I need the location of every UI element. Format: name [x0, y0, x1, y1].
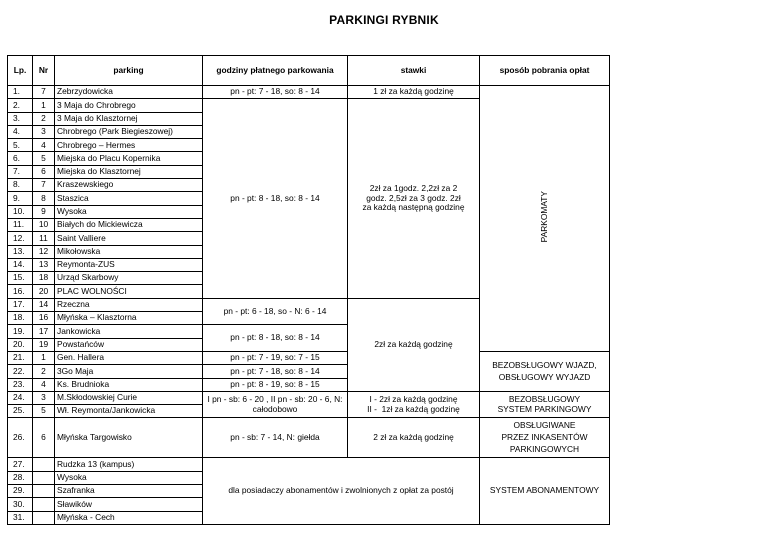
row-parking: Saint Valliere	[55, 232, 203, 245]
row-lp: 5.	[8, 139, 33, 152]
row-nr	[33, 511, 55, 524]
row-nr: 5	[33, 152, 55, 165]
header-parking: parking	[55, 56, 203, 86]
row-lp: 30.	[8, 498, 33, 511]
row-nr: 8	[33, 192, 55, 205]
row-parking: PLAC WOLNOŚCI	[55, 285, 203, 298]
hours-cell: pn - pt: 7 - 19, so: 7 - 15	[203, 351, 348, 364]
row-parking: Szafranka	[55, 485, 203, 498]
row-lp: 16.	[8, 285, 33, 298]
row-parking: Ks. Brudnioka	[55, 378, 203, 391]
row-lp: 17.	[8, 298, 33, 311]
row-nr: 5	[33, 405, 55, 418]
header-stawki: stawki	[348, 56, 480, 86]
row-parking: Zebrzydowicka	[55, 86, 203, 99]
row-nr: 1	[33, 351, 55, 364]
row-nr: 3	[33, 391, 55, 404]
row-nr	[33, 471, 55, 484]
row-lp: 18.	[8, 312, 33, 325]
method-cell: BEZOBSŁUGOWY SYSTEM PARKINGOWY	[480, 391, 610, 418]
row-lp: 11.	[8, 218, 33, 231]
row-nr: 3	[33, 125, 55, 138]
row-nr: 20	[33, 285, 55, 298]
row-nr	[33, 498, 55, 511]
row-parking: Wł. Reymonta/Jankowicka	[55, 405, 203, 418]
row-parking: Staszica	[55, 192, 203, 205]
row-lp: 13.	[8, 245, 33, 258]
table-row	[8, 458, 610, 471]
table-row	[8, 418, 610, 458]
row-lp: 2.	[8, 99, 33, 112]
parking-table	[7, 55, 610, 525]
row-lp: 31.	[8, 511, 33, 524]
method-cell-parkomaty	[480, 86, 610, 352]
row-parking: Gen. Hallera	[55, 351, 203, 364]
hours-cell: dla posiadaczy abonamentów i zwolnionych z opłat za postój	[203, 458, 480, 524]
table-row	[8, 391, 610, 404]
row-nr: 12	[33, 245, 55, 258]
header-lp: Lp.	[8, 56, 33, 86]
row-lp: 14.	[8, 258, 33, 271]
row-lp: 29.	[8, 485, 33, 498]
row-parking: 3 Maja do Klasztornej	[55, 112, 203, 125]
row-parking: Młyńska - Cech	[55, 511, 203, 524]
row-nr: 10	[33, 218, 55, 231]
rate-cell: 2zł za każdą godzinę	[348, 298, 480, 391]
row-parking: Jankowicka	[55, 325, 203, 338]
row-nr: 9	[33, 205, 55, 218]
row-nr	[33, 485, 55, 498]
row-nr: 4	[33, 139, 55, 152]
rate-cell: 2zł za 1godz. 2,2zł za 2 godz. 2,5zł za 3 godz. 2zł za każdą następną godzinę	[348, 99, 480, 298]
row-nr: 7	[33, 179, 55, 192]
row-lp: 22.	[8, 365, 33, 378]
row-lp: 3.	[8, 112, 33, 125]
hours-cell: pn - pt: 6 - 18, so - N: 6 - 14	[203, 298, 348, 325]
row-nr: 13	[33, 258, 55, 271]
hours-cell: pn - sb: 7 - 14, N: giełda	[203, 418, 348, 458]
row-nr: 19	[33, 338, 55, 351]
row-nr: 2	[33, 365, 55, 378]
method-cell: SYSTEM ABONAMENTOWY	[480, 458, 610, 524]
row-parking: Młyńska Targowisko	[55, 418, 203, 458]
row-parking: Wysoka	[55, 471, 203, 484]
row-nr: 14	[33, 298, 55, 311]
row-lp: 24.	[8, 391, 33, 404]
row-parking: Młyńska – Klasztorna	[55, 312, 203, 325]
row-nr: 17	[33, 325, 55, 338]
row-lp: 4.	[8, 125, 33, 138]
row-nr: 6	[33, 418, 55, 458]
row-parking: Wysoka	[55, 205, 203, 218]
row-lp: 10.	[8, 205, 33, 218]
rate-cell: I - 2zł za każdą godzinę II - 1zł za każdą godzinę	[348, 391, 480, 418]
row-parking: M.Skłodowskiej Curie	[55, 391, 203, 404]
row-nr: 16	[33, 312, 55, 325]
row-nr: 2	[33, 112, 55, 125]
row-parking: Sławików	[55, 498, 203, 511]
row-parking: Mikołowska	[55, 245, 203, 258]
hours-cell: pn - pt: 8 - 18, so: 8 - 14	[203, 325, 348, 352]
row-parking: Reymonta-ZUS	[55, 258, 203, 271]
row-lp: 12.	[8, 232, 33, 245]
header-nr: Nr	[33, 56, 55, 86]
row-nr: 11	[33, 232, 55, 245]
row-parking: Urząd Skarbowy	[55, 272, 203, 285]
row-nr: 4	[33, 378, 55, 391]
hours-cell: pn - pt: 7 - 18, so: 8 - 14	[203, 365, 348, 378]
row-parking: Chrobrego – Hermes	[55, 139, 203, 152]
row-parking: Rzeczna	[55, 298, 203, 311]
method-label: PARKOMATY	[538, 191, 549, 243]
header-sposob: sposób pobrania opłat	[480, 56, 610, 86]
page-title: PARKINGI RYBNIK	[329, 13, 439, 27]
row-parking: Miejska do Klasztornej	[55, 165, 203, 178]
hours-cell: pn - pt: 8 - 18, so: 8 - 14	[203, 99, 348, 298]
header-godziny: godziny płatnego parkowania	[203, 56, 348, 86]
row-lp: 28.	[8, 471, 33, 484]
row-parking: Chrobrego (Park Biegieszowej)	[55, 125, 203, 138]
row-nr: 6	[33, 165, 55, 178]
rate-cell: 2 zł za każdą godzinę	[348, 418, 480, 458]
row-parking: Miejska do Placu Kopernika	[55, 152, 203, 165]
row-nr: 18	[33, 272, 55, 285]
row-nr: 1	[33, 99, 55, 112]
hours-cell: I pn - sb: 6 - 20 , II pn - sb: 20 - 6, N: całodobowo	[203, 391, 348, 418]
table-row	[8, 351, 610, 364]
row-parking: 3 Maja do Chrobrego	[55, 99, 203, 112]
row-lp: 7.	[8, 165, 33, 178]
row-parking: Białych do Mickiewicza	[55, 218, 203, 231]
hours-cell: pn - pt: 8 - 19, so: 8 - 15	[203, 378, 348, 391]
table-row	[8, 86, 610, 99]
row-lp: 15.	[8, 272, 33, 285]
row-lp: 9.	[8, 192, 33, 205]
method-cell: OBSŁUGIWANE PRZEZ INKASENTÓW PARKINGOWYCH	[480, 418, 610, 458]
hours-cell: pn - pt: 7 - 18, so: 8 - 14	[203, 86, 348, 99]
row-lp: 6.	[8, 152, 33, 165]
row-nr: 7	[33, 86, 55, 99]
row-nr	[33, 458, 55, 471]
row-lp: 25.	[8, 405, 33, 418]
row-parking: Powstańców	[55, 338, 203, 351]
header-row	[8, 56, 610, 86]
row-lp: 21.	[8, 351, 33, 364]
row-parking: Kraszewskiego	[55, 179, 203, 192]
row-lp: 1.	[8, 86, 33, 99]
row-lp: 19.	[8, 325, 33, 338]
method-cell: BEZOBSŁUGOWY WJAZD, OBSŁUGOWY WYJAZD	[480, 351, 610, 391]
row-lp: 20.	[8, 338, 33, 351]
row-parking: Rudzka 13 (kampus)	[55, 458, 203, 471]
row-parking: 3Go Maja	[55, 365, 203, 378]
row-lp: 23.	[8, 378, 33, 391]
row-lp: 8.	[8, 179, 33, 192]
row-lp: 26.	[8, 418, 33, 458]
row-lp: 27.	[8, 458, 33, 471]
rate-cell: 1 zł za każdą godzinę	[348, 86, 480, 99]
